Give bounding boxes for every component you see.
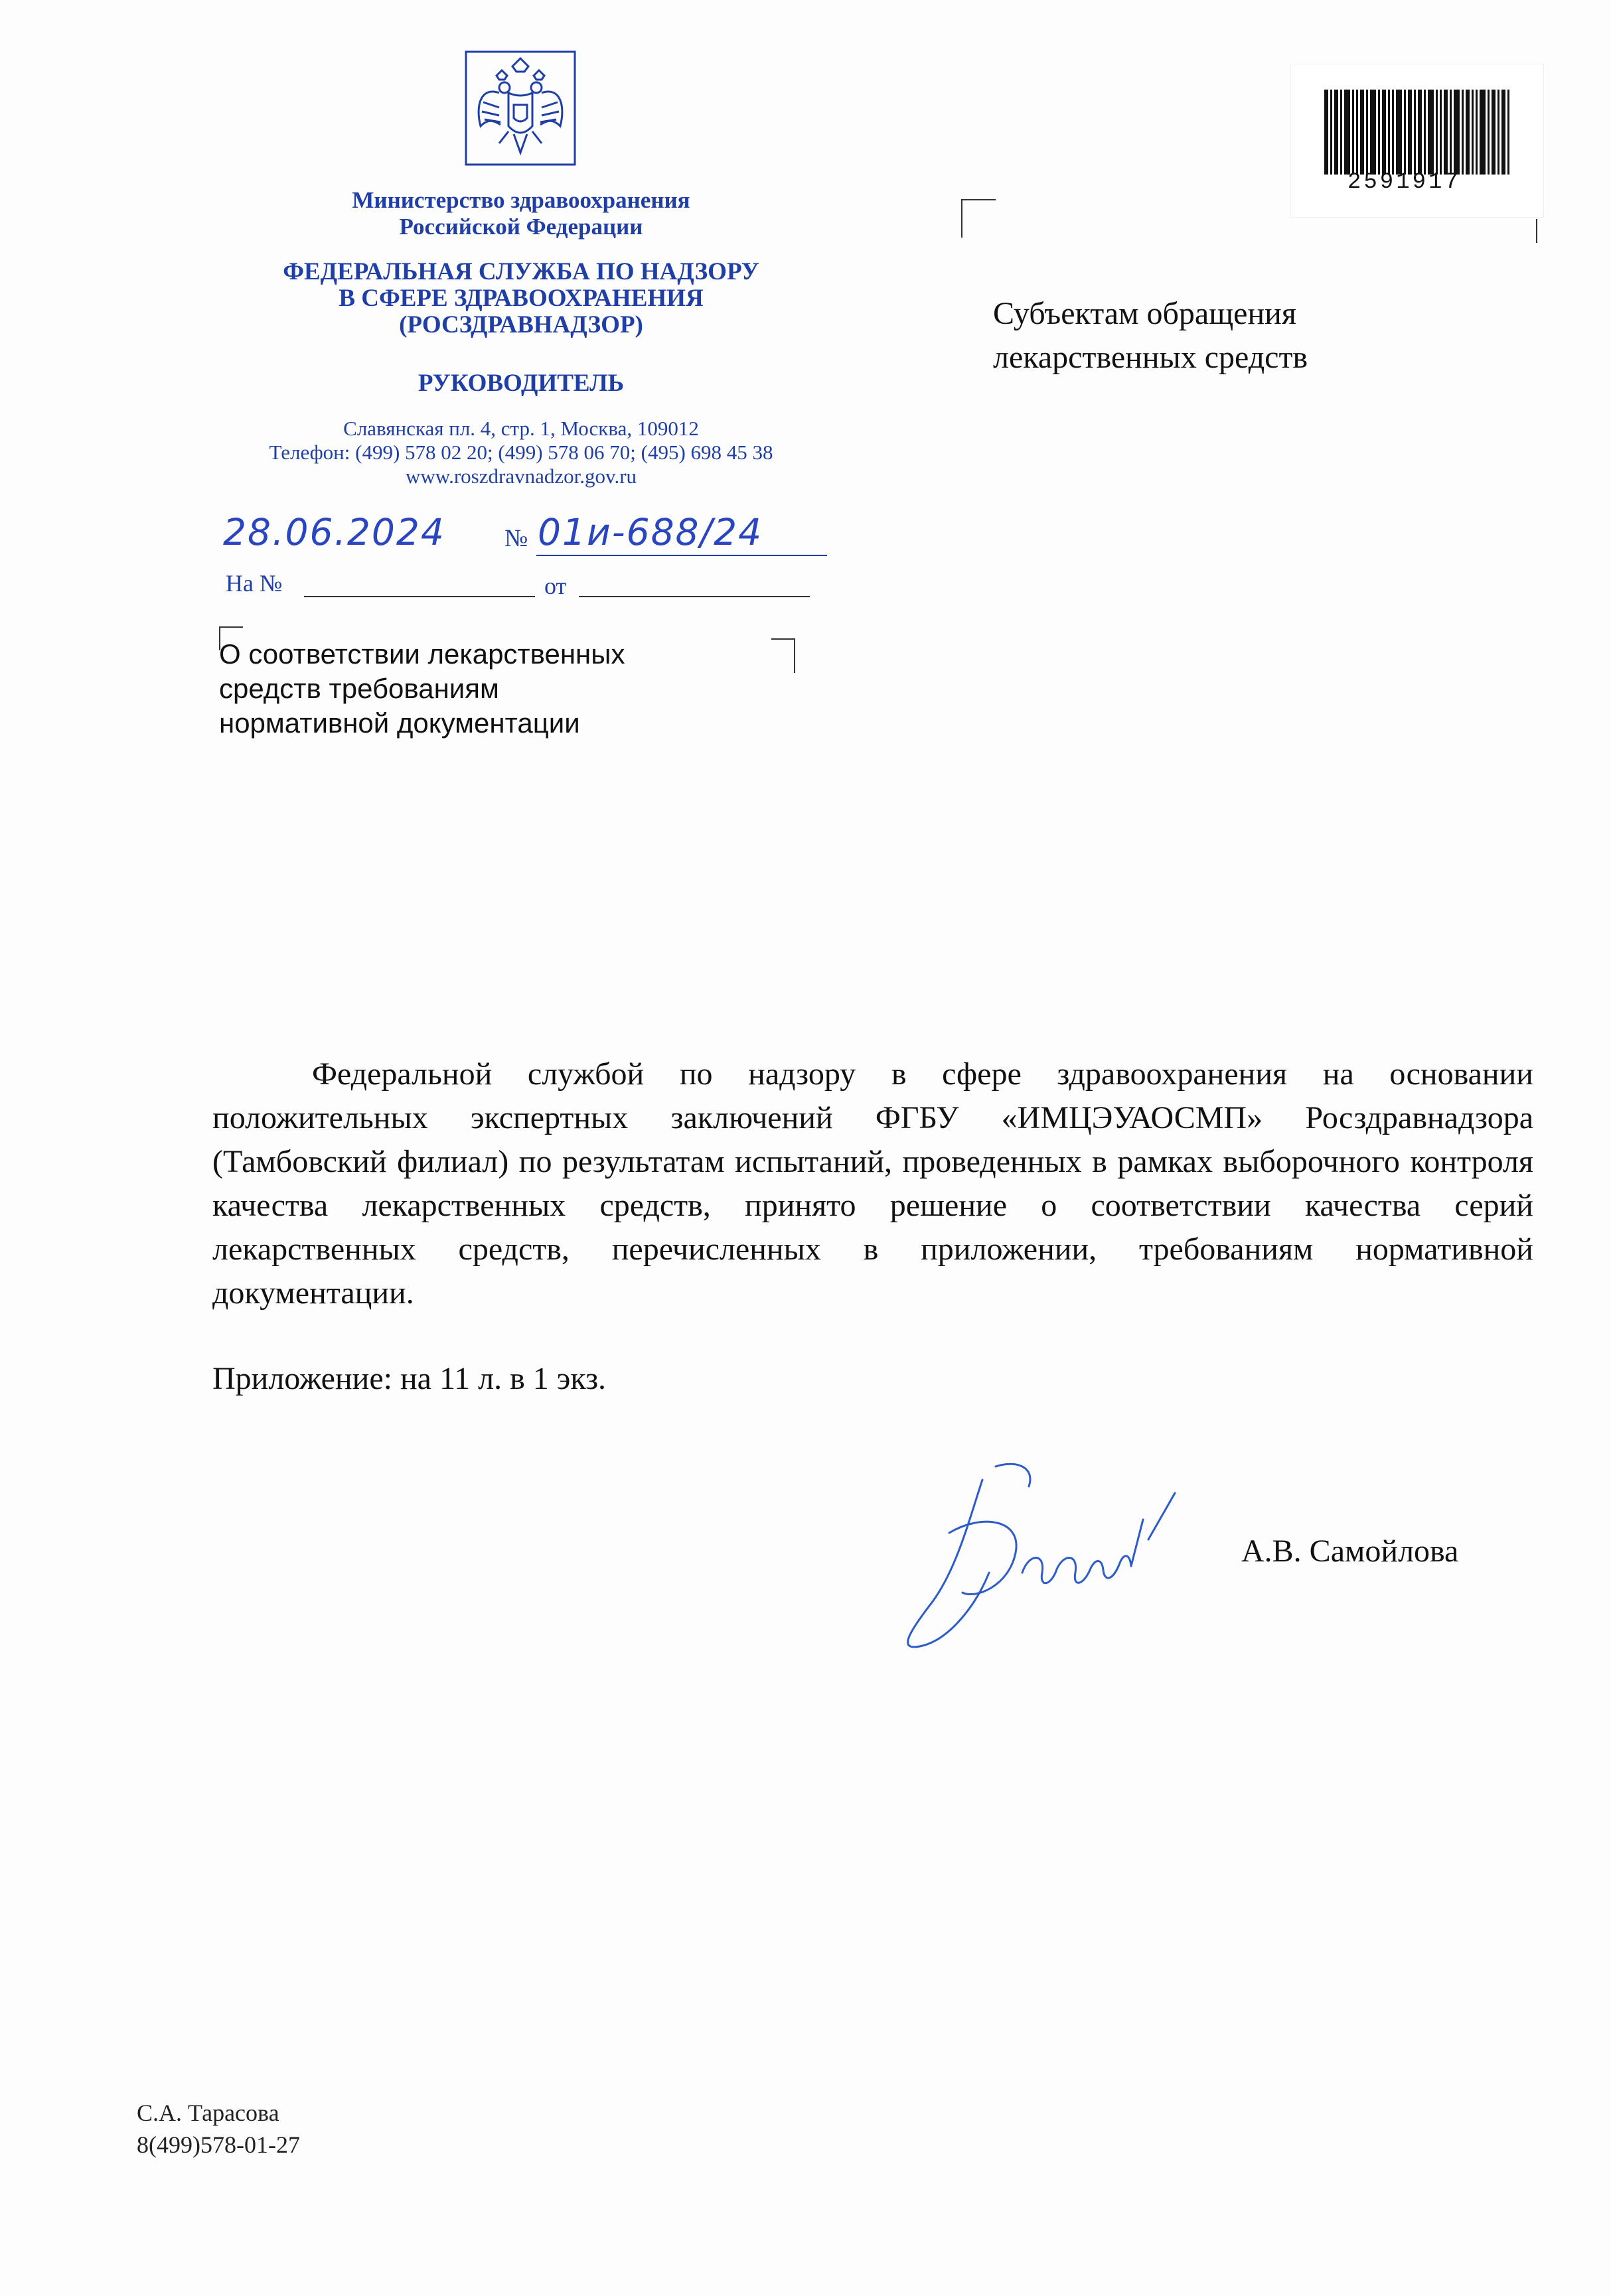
subject-bracket-right bbox=[771, 638, 795, 673]
registration-underline bbox=[536, 555, 827, 556]
postal-address: Славянская пл. 4, стр. 1, Москва, 109012 bbox=[343, 417, 699, 440]
executor-phone: 8(499)578-01-27 bbox=[137, 2131, 300, 2158]
barcode-icon bbox=[1324, 90, 1510, 175]
position-title: РУКОВОДИТЕЛЬ bbox=[418, 370, 625, 397]
subject-line-2: средств требованиям bbox=[219, 673, 499, 704]
addressee-line-2: лекарственных средств bbox=[993, 340, 1308, 375]
signatory-name: А.В. Самойлова bbox=[1241, 1534, 1459, 1569]
handwritten-signature bbox=[883, 1440, 1228, 1659]
reference-label: На № bbox=[226, 570, 283, 597]
subject-line-3: нормативной документации bbox=[219, 707, 580, 739]
agency-line-3: (РОСЗДРАВНАДЗОР) bbox=[399, 311, 643, 338]
executor-name: С.А. Тарасова bbox=[137, 2100, 279, 2126]
letter-body: Федеральной службой по надзору в сфере здравоохранения на основании положительных экспертных заключений ФГБУ «ИМЦЭУАОСМП» Росздравнадзора (Тамбовский филиал) по результатам испытаний, проведенных в рамках выборочного контроля качества лекарственных средств, принято решение о соответствии качества серий лекарственных средств, перечисленных в приложении, требованиям нормативной документации. bbox=[212, 1056, 1533, 1311]
ministry-name bbox=[252, 187, 790, 240]
appendix-note: Приложение: на 11 л. в 1 экз. bbox=[212, 1361, 607, 1396]
ministry-line-1: Министерство здравоохранения bbox=[352, 187, 690, 213]
reference-number-line bbox=[304, 596, 535, 597]
reference-date-line bbox=[579, 596, 810, 597]
registration-date: 28.06.2024 bbox=[223, 511, 445, 553]
addressee-bracket-right bbox=[1523, 219, 1537, 243]
coat-of-arms-icon bbox=[461, 46, 580, 170]
addressee-block bbox=[993, 292, 1308, 380]
agency-line-1: ФЕДЕРАЛЬНАЯ СЛУЖБА ПО НАДЗОРУ bbox=[283, 258, 759, 285]
agency-line-2: В СФЕРЕ ЗДРАВООХРАНЕНИЯ bbox=[339, 285, 704, 312]
addressee-bracket-left bbox=[961, 199, 996, 238]
contact-block bbox=[186, 417, 856, 488]
agency-name bbox=[199, 259, 843, 338]
registration-number: 01и-688/24 bbox=[538, 511, 763, 553]
subject-block bbox=[219, 637, 625, 741]
reference-from-label: от bbox=[544, 573, 567, 599]
registration-number-label: № bbox=[504, 525, 528, 552]
subject-line-1: О соответствии лекарственных bbox=[219, 638, 625, 670]
ministry-line-2: Российской Федерации bbox=[399, 214, 643, 240]
addressee-line-1: Субъектам обращения bbox=[993, 296, 1296, 331]
executor-block bbox=[137, 2097, 300, 2161]
phone-numbers: Телефон: (499) 578 02 20; (499) 578 06 70; (495) 698 45 38 bbox=[269, 441, 773, 464]
barcode-number: 2591917 bbox=[1347, 170, 1461, 195]
website-link: www.roszdravnadzor.gov.ru bbox=[405, 465, 637, 488]
